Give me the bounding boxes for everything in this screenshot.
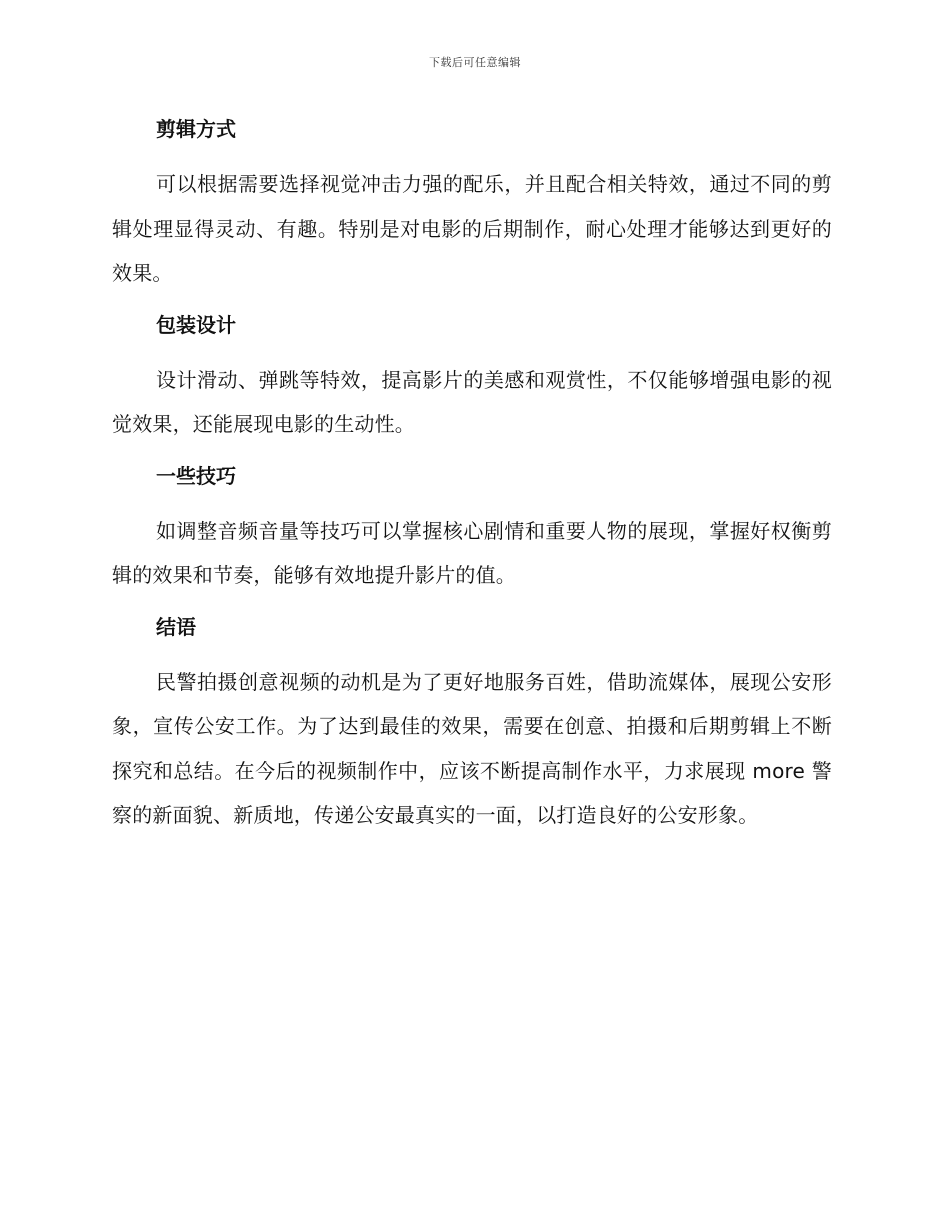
section-paragraph-tips: 如调整音频音量等技巧可以掌握核心剧情和重要人物的展现，掌握好权衡剪辑的效果和节奏，能够有效地提升影片的值。 [112, 518, 832, 587]
header-note: 下载后可任意编辑 [429, 56, 521, 69]
section-heading-packaging: 包装设计 [156, 312, 236, 337]
section-paragraph-editing: 可以根据需要选择视觉冲击力强的配乐，并且配合相关特效，通过不同的剪辑处理显得灵动、有趣。特别是对电影的后期制作，耐心处理才能够达到更好的效果。 [112, 172, 832, 285]
section-heading-editing: 剪辑方式 [156, 117, 236, 141]
section-heading-conclusion: 结语 [156, 614, 196, 639]
section-paragraph-conclusion: 民警拍摄创意视频的动机是为了更好地服务百姓，借助流媒体，展现公安形象，宣传公安工作。为了达到最佳的效果，需要在创意、拍摄和后期剪辑上不断探究和总结。在今后的视频制作中，应该不断提高制作水平，力求展现 more 警察的新面貌、新质地，传递公安最真实的一面，以打造良好的公安形象。 [112, 669, 832, 827]
section-paragraph-packaging: 设计滑动、弹跳等特效，提高影片的美感和观赏性，不仅能够增强电影的视觉效果，还能展现电影的生动性。 [112, 367, 832, 436]
section-heading-tips: 一些技巧 [156, 463, 236, 488]
document-body [112, 112, 832, 838]
